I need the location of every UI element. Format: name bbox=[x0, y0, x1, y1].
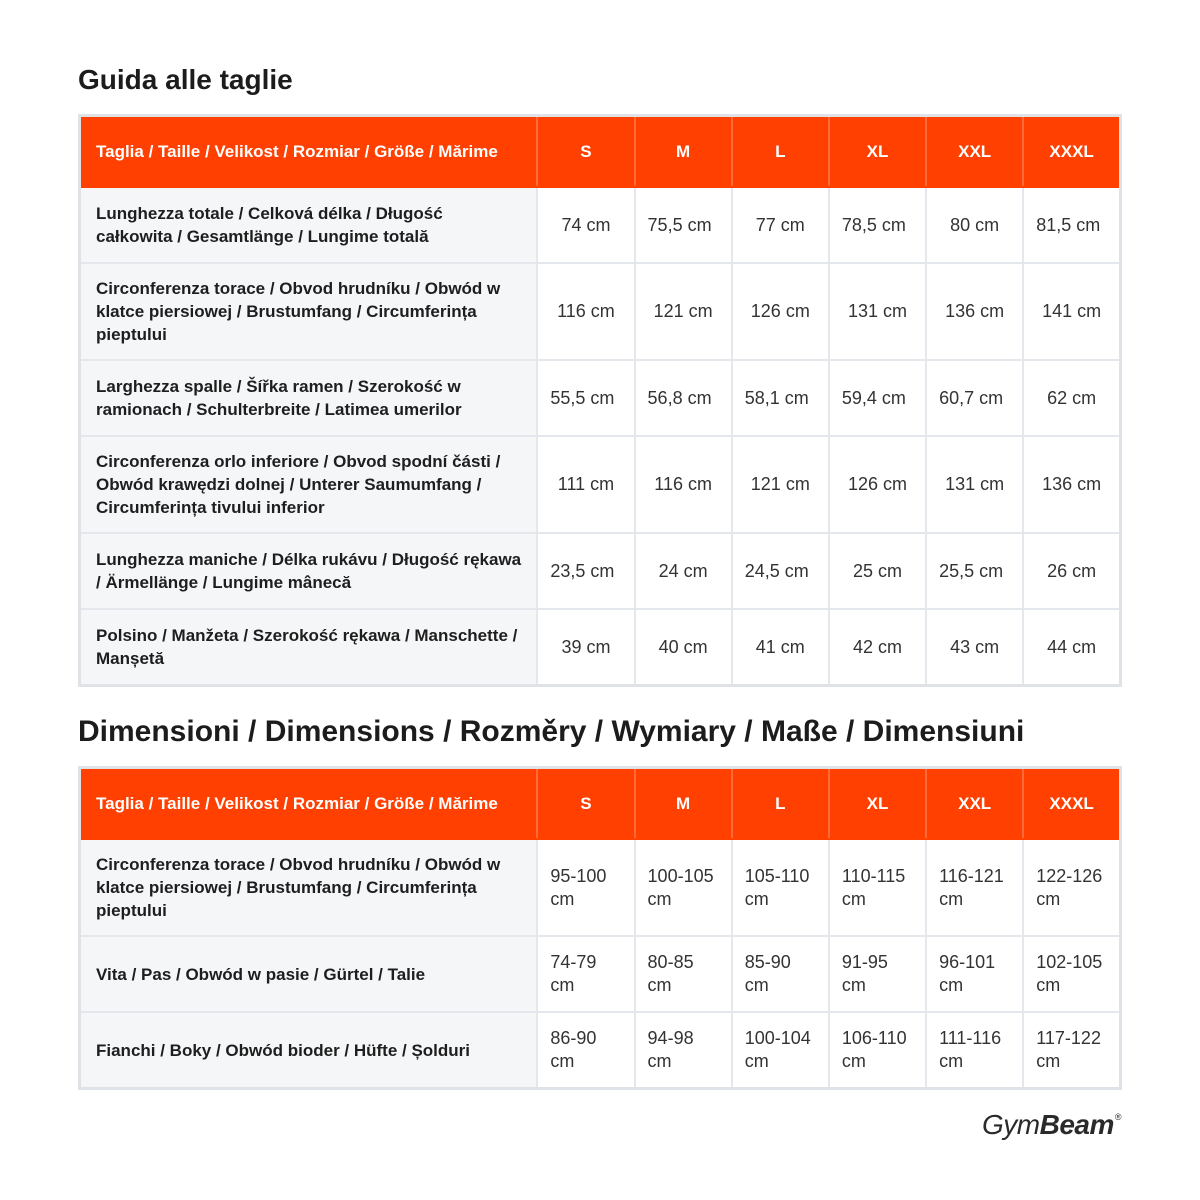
table-cell: 60,7 cm bbox=[926, 360, 1023, 436]
table-row bbox=[80, 533, 1121, 609]
table-cell: 24 cm bbox=[635, 533, 732, 609]
table-cell: 100-104 cm bbox=[732, 1012, 829, 1089]
header-size-label: Taglia / Taille / Velikost / Rozmiar / Größe / Mărime bbox=[80, 768, 538, 840]
table-cell: 95-100 cm bbox=[537, 839, 634, 936]
header-size-l: L bbox=[732, 768, 829, 840]
header-size-xxl: XXL bbox=[926, 116, 1023, 188]
row-label: Lunghezza maniche / Délka rukávu / Długość rękawa / Ärmellänge / Lungime mânecă bbox=[80, 533, 538, 609]
table-cell: 44 cm bbox=[1023, 609, 1120, 686]
header-size-s: S bbox=[537, 116, 634, 188]
table-row bbox=[80, 263, 1121, 360]
header-size-xxxl: XXXL bbox=[1023, 768, 1120, 840]
table-cell: 131 cm bbox=[926, 436, 1023, 533]
table-header-row bbox=[80, 768, 1121, 840]
table-cell: 55,5 cm bbox=[537, 360, 634, 436]
registered-mark: ® bbox=[1114, 1112, 1121, 1122]
table-cell: 136 cm bbox=[1023, 436, 1120, 533]
table-cell: 136 cm bbox=[926, 263, 1023, 360]
table-cell: 131 cm bbox=[829, 263, 926, 360]
row-label: Polsino / Manžeta / Szerokość rękawa / Manschette / Manșetă bbox=[80, 609, 538, 686]
dimensions-table bbox=[78, 766, 1122, 1090]
table-cell: 117-122 cm bbox=[1023, 1012, 1120, 1089]
row-label: Circonferenza torace / Obvod hrudníku / Obwód w klatce piersiowej / Brustumfang / Circumferința pieptului bbox=[80, 263, 538, 360]
table-cell: 77 cm bbox=[732, 187, 829, 263]
table-cell: 116-121 cm bbox=[926, 839, 1023, 936]
header-size-s: S bbox=[537, 768, 634, 840]
table-cell: 40 cm bbox=[635, 609, 732, 686]
table-cell: 102-105 cm bbox=[1023, 936, 1120, 1012]
size-guide-table bbox=[78, 114, 1122, 687]
table-cell: 91-95 cm bbox=[829, 936, 926, 1012]
logo-beam-text: Beam bbox=[1039, 1109, 1114, 1140]
table-cell: 122-126 cm bbox=[1023, 839, 1120, 936]
row-label: Larghezza spalle / Šířka ramen / Szerokość w ramionach / Schulterbreite / Latimea umerilor bbox=[80, 360, 538, 436]
table-cell: 23,5 cm bbox=[537, 533, 634, 609]
table-cell: 86-90 cm bbox=[537, 1012, 634, 1089]
table-cell: 110-115 cm bbox=[829, 839, 926, 936]
row-label: Circonferenza orlo inferiore / Obvod spodní části / Obwód krawędzi dolnej / Unterer Saumumfang / Circumferința tivului inferior bbox=[80, 436, 538, 533]
dimensions-title: Dimensioni / Dimensions / Rozměry / Wymiary / Maße / Dimensiuni bbox=[78, 715, 1025, 748]
table-cell: 121 cm bbox=[732, 436, 829, 533]
row-label: Lunghezza totale / Celková délka / Długość całkowita / Gesamtlänge / Lungime totală bbox=[80, 187, 538, 263]
table-cell: 74 cm bbox=[537, 187, 634, 263]
table-cell: 126 cm bbox=[732, 263, 829, 360]
table-row bbox=[80, 1012, 1121, 1089]
table-cell: 111-116 cm bbox=[926, 1012, 1023, 1089]
header-size-label: Taglia / Taille / Velikost / Rozmiar / Größe / Mărime bbox=[80, 116, 538, 188]
table-cell: 111 cm bbox=[537, 436, 634, 533]
table-cell: 105-110 cm bbox=[732, 839, 829, 936]
table-cell: 41 cm bbox=[732, 609, 829, 686]
table-cell: 94-98 cm bbox=[635, 1012, 732, 1089]
table-cell: 80-85 cm bbox=[635, 936, 732, 1012]
table-cell: 25,5 cm bbox=[926, 533, 1023, 609]
table-cell: 126 cm bbox=[829, 436, 926, 533]
header-size-m: M bbox=[635, 768, 732, 840]
table-row bbox=[80, 839, 1121, 936]
table-row bbox=[80, 436, 1121, 533]
size-guide-title: Guida alle taglie bbox=[78, 64, 293, 95]
table-cell: 62 cm bbox=[1023, 360, 1120, 436]
table-cell: 43 cm bbox=[926, 609, 1023, 686]
table-cell: 100-105 cm bbox=[635, 839, 732, 936]
header-size-xxxl: XXXL bbox=[1023, 116, 1120, 188]
table-cell: 75,5 cm bbox=[635, 187, 732, 263]
table-cell: 121 cm bbox=[635, 263, 732, 360]
table-cell: 25 cm bbox=[829, 533, 926, 609]
table-row bbox=[80, 609, 1121, 686]
table-cell: 24,5 cm bbox=[732, 533, 829, 609]
row-label: Fianchi / Boky / Obwód bioder / Hüfte / Șolduri bbox=[80, 1012, 538, 1089]
row-label: Circonferenza torace / Obvod hrudníku / Obwód w klatce piersiowej / Brustumfang / Circumferința pieptului bbox=[80, 839, 538, 936]
table-cell: 42 cm bbox=[829, 609, 926, 686]
table-row bbox=[80, 187, 1121, 263]
table-cell: 80 cm bbox=[926, 187, 1023, 263]
table-cell: 59,4 cm bbox=[829, 360, 926, 436]
table-cell: 78,5 cm bbox=[829, 187, 926, 263]
table-cell: 58,1 cm bbox=[732, 360, 829, 436]
table-cell: 141 cm bbox=[1023, 263, 1120, 360]
logo-gym-text: Gym bbox=[981, 1109, 1040, 1140]
table-row bbox=[80, 360, 1121, 436]
table-cell: 39 cm bbox=[537, 609, 634, 686]
table-header-row bbox=[80, 116, 1121, 188]
header-size-xl: XL bbox=[829, 116, 926, 188]
table-row bbox=[80, 936, 1121, 1012]
header-size-xxl: XXL bbox=[926, 768, 1023, 840]
header-size-l: L bbox=[732, 116, 829, 188]
header-size-xl: XL bbox=[829, 768, 926, 840]
table-cell: 96-101 cm bbox=[926, 936, 1023, 1012]
row-label: Vita / Pas / Obwód w pasie / Gürtel / Talie bbox=[80, 936, 538, 1012]
table-cell: 74-79 cm bbox=[537, 936, 634, 1012]
table-cell: 116 cm bbox=[537, 263, 634, 360]
table-cell: 106-110 cm bbox=[829, 1012, 926, 1089]
gymbeam-logo bbox=[982, 1111, 1121, 1139]
table-cell: 85-90 cm bbox=[732, 936, 829, 1012]
table-cell: 81,5 cm bbox=[1023, 187, 1120, 263]
table-cell: 116 cm bbox=[635, 436, 732, 533]
table-cell: 26 cm bbox=[1023, 533, 1120, 609]
table-cell: 56,8 cm bbox=[635, 360, 732, 436]
header-size-m: M bbox=[635, 116, 732, 188]
